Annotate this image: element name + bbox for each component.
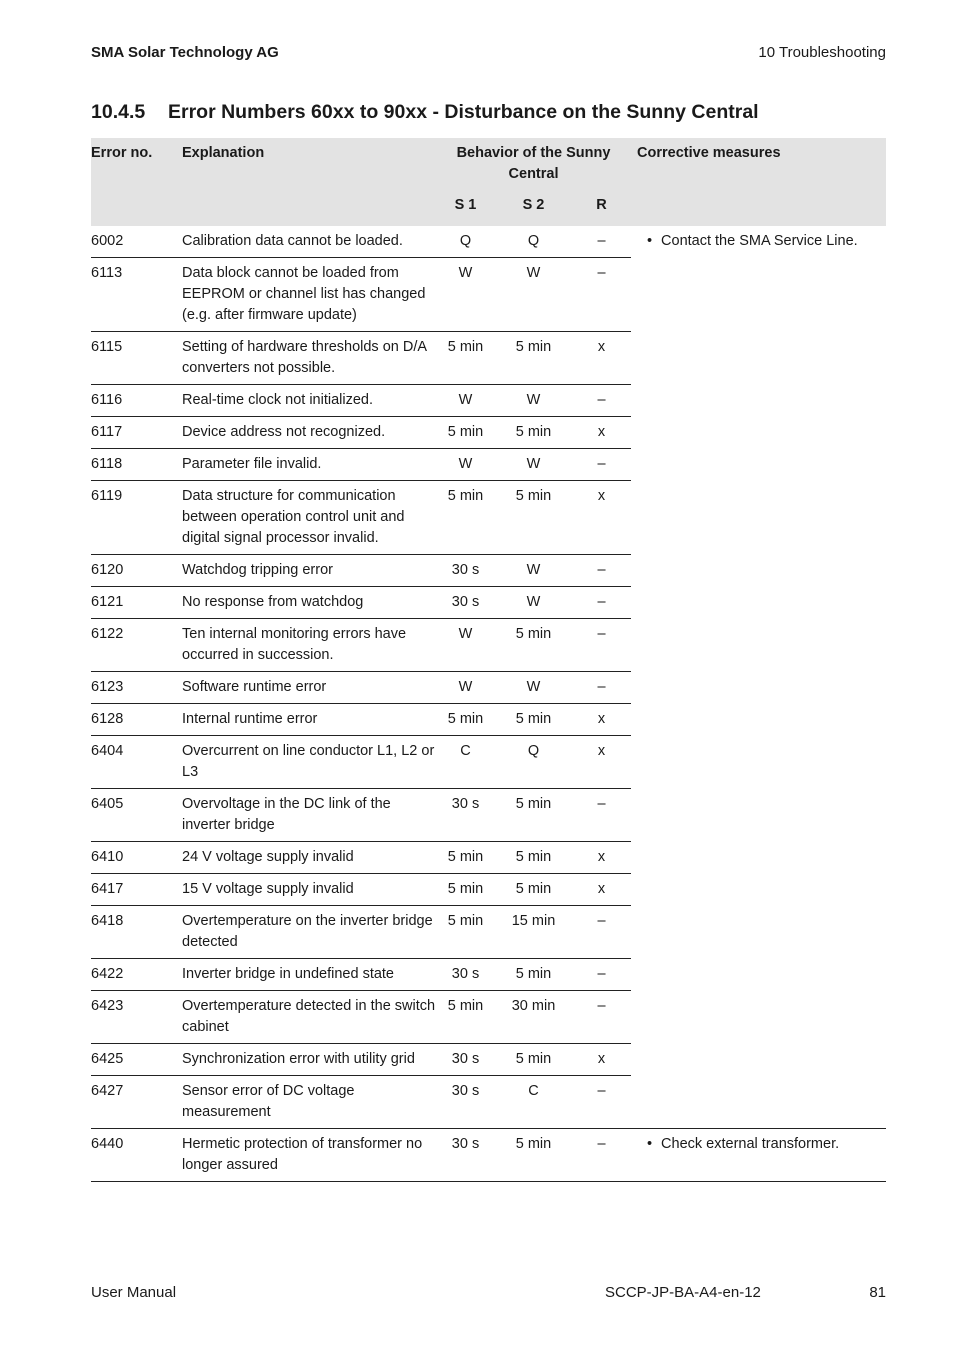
behavior-r: x <box>572 736 631 789</box>
error-explanation: Overtemperature detected in the switch cabinet <box>182 991 436 1044</box>
error-explanation: Software runtime error <box>182 672 436 704</box>
behavior-r: – <box>572 991 631 1044</box>
behavior-s2: 30 min <box>495 991 572 1044</box>
behavior-r: x <box>572 1044 631 1076</box>
error-number: 6002 <box>91 226 182 258</box>
behavior-s1: 5 min <box>436 481 495 555</box>
behavior-s2: 5 min <box>495 874 572 906</box>
behavior-s2: 5 min <box>495 1044 572 1076</box>
section-heading <box>91 101 759 124</box>
table-row <box>91 1129 886 1182</box>
col-header-error-no: Error no. <box>91 138 182 226</box>
behavior-s2: Q <box>495 226 572 258</box>
col-header-r: R <box>572 190 631 226</box>
error-explanation: Data structure for communication between operation control unit and digital signal processor invalid. <box>182 481 436 555</box>
col-header-measures: Corrective measures <box>631 138 886 226</box>
error-number: 6404 <box>91 736 182 789</box>
error-number: 6423 <box>91 991 182 1044</box>
behavior-s2: 5 min <box>495 332 572 385</box>
col-header-behavior: Behavior of the Sunny Central <box>436 138 631 190</box>
behavior-r: x <box>572 704 631 736</box>
behavior-r: – <box>572 587 631 619</box>
error-number: 6113 <box>91 258 182 332</box>
footer-page-number: 81 <box>869 1284 886 1301</box>
behavior-s2: 5 min <box>495 704 572 736</box>
error-table <box>91 138 886 1182</box>
behavior-r: x <box>572 874 631 906</box>
error-explanation: 15 V voltage supply invalid <box>182 874 436 906</box>
behavior-s1: 5 min <box>436 842 495 874</box>
behavior-s1: W <box>436 258 495 332</box>
behavior-s1: W <box>436 672 495 704</box>
header-chapter: 10 Troubleshooting <box>758 44 886 61</box>
error-explanation: Overtemperature on the inverter bridge detected <box>182 906 436 959</box>
error-explanation: Synchronization error with utility grid <box>182 1044 436 1076</box>
error-number: 6418 <box>91 906 182 959</box>
behavior-s1: 5 min <box>436 332 495 385</box>
behavior-r: – <box>572 555 631 587</box>
behavior-r: – <box>572 906 631 959</box>
behavior-s2: 5 min <box>495 1129 572 1182</box>
error-explanation: Hermetic protection of transformer no longer assured <box>182 1129 436 1182</box>
behavior-s2: W <box>495 449 572 481</box>
error-number: 6417 <box>91 874 182 906</box>
error-explanation: Parameter file invalid. <box>182 449 436 481</box>
header-company: SMA Solar Technology AG <box>91 44 279 61</box>
behavior-s1: 5 min <box>436 991 495 1044</box>
error-explanation: Sensor error of DC voltage measurement <box>182 1076 436 1129</box>
behavior-s2: 5 min <box>495 481 572 555</box>
behavior-r: x <box>572 481 631 555</box>
error-explanation: Overcurrent on line conductor L1, L2 or L3 <box>182 736 436 789</box>
behavior-s1: W <box>436 385 495 417</box>
error-number: 6440 <box>91 1129 182 1182</box>
behavior-s1: Q <box>436 226 495 258</box>
behavior-s1: 5 min <box>436 906 495 959</box>
error-number: 6425 <box>91 1044 182 1076</box>
error-explanation: Watchdog tripping error <box>182 555 436 587</box>
measure-item <box>637 1134 886 1155</box>
error-number: 6120 <box>91 555 182 587</box>
col-header-explanation: Explanation <box>182 138 436 226</box>
behavior-s1: 5 min <box>436 704 495 736</box>
behavior-r: – <box>572 672 631 704</box>
behavior-r: – <box>572 1129 631 1182</box>
behavior-s2: C <box>495 1076 572 1129</box>
behavior-s2: 5 min <box>495 842 572 874</box>
error-explanation: No response from watchdog <box>182 587 436 619</box>
error-table-body <box>91 226 886 1182</box>
behavior-r: x <box>572 842 631 874</box>
behavior-s2: W <box>495 258 572 332</box>
behavior-r: – <box>572 1076 631 1129</box>
behavior-r: – <box>572 226 631 258</box>
behavior-s2: Q <box>495 736 572 789</box>
behavior-s2: W <box>495 672 572 704</box>
bullet-icon: • <box>647 233 653 249</box>
behavior-s1: 30 s <box>436 959 495 991</box>
behavior-s2: W <box>495 587 572 619</box>
error-number: 6427 <box>91 1076 182 1129</box>
behavior-r: – <box>572 789 631 842</box>
footer-doc-id: SCCP-JP-BA-A4-en-12 <box>605 1284 761 1301</box>
behavior-s1: 30 s <box>436 555 495 587</box>
behavior-s1: 30 s <box>436 1129 495 1182</box>
error-explanation: Data block cannot be loaded from EEPROM or channel list has changed (e.g. after firmware update) <box>182 258 436 332</box>
error-number: 6119 <box>91 481 182 555</box>
error-number: 6115 <box>91 332 182 385</box>
behavior-s2: 5 min <box>495 619 572 672</box>
error-number: 6117 <box>91 417 182 449</box>
corrective-measure <box>631 1129 886 1182</box>
col-header-s1: S 1 <box>436 190 495 226</box>
behavior-s1: 30 s <box>436 1076 495 1129</box>
measure-text: Contact the SMA Service Line. <box>661 233 858 249</box>
error-explanation: Inverter bridge in undefined state <box>182 959 436 991</box>
error-explanation: 24 V voltage supply invalid <box>182 842 436 874</box>
behavior-s1: 30 s <box>436 587 495 619</box>
behavior-r: – <box>572 619 631 672</box>
behavior-s1: 5 min <box>436 417 495 449</box>
behavior-s1: 30 s <box>436 789 495 842</box>
col-header-s2: S 2 <box>495 190 572 226</box>
footer-manual: User Manual <box>91 1284 177 1301</box>
error-explanation: Overvoltage in the DC link of the inverter bridge <box>182 789 436 842</box>
behavior-s2: W <box>495 385 572 417</box>
behavior-s1: 5 min <box>436 874 495 906</box>
error-number: 6405 <box>91 789 182 842</box>
behavior-r: – <box>572 258 631 332</box>
behavior-s1: 30 s <box>436 1044 495 1076</box>
behavior-r: x <box>572 417 631 449</box>
error-number: 6122 <box>91 619 182 672</box>
behavior-r: – <box>572 449 631 481</box>
error-number: 6118 <box>91 449 182 481</box>
behavior-r: – <box>572 959 631 991</box>
error-explanation: Real-time clock not initialized. <box>182 385 436 417</box>
error-explanation: Calibration data cannot be loaded. <box>182 226 436 258</box>
behavior-r: x <box>572 332 631 385</box>
behavior-r: – <box>572 385 631 417</box>
table-row <box>91 226 886 258</box>
behavior-s2: 5 min <box>495 959 572 991</box>
error-number: 6422 <box>91 959 182 991</box>
behavior-s1: W <box>436 619 495 672</box>
error-explanation: Device address not recognized. <box>182 417 436 449</box>
section-title: Error Numbers 60xx to 90xx - Disturbance on the Sunny Central <box>168 101 759 123</box>
error-number: 6116 <box>91 385 182 417</box>
error-number: 6123 <box>91 672 182 704</box>
error-explanation: Setting of hardware thresholds on D/A converters not possible. <box>182 332 436 385</box>
corrective-measure <box>631 226 886 1129</box>
error-explanation: Internal runtime error <box>182 704 436 736</box>
measure-item <box>637 231 886 252</box>
error-number: 6121 <box>91 587 182 619</box>
error-explanation: Ten internal monitoring errors have occurred in succession. <box>182 619 436 672</box>
error-number: 6128 <box>91 704 182 736</box>
section-number: 10.4.5 <box>91 101 146 123</box>
bullet-icon: • <box>647 1136 653 1152</box>
behavior-s2: 5 min <box>495 789 572 842</box>
behavior-s2: 5 min <box>495 417 572 449</box>
measure-text: Check external transformer. <box>661 1136 840 1152</box>
behavior-s1: W <box>436 449 495 481</box>
error-number: 6410 <box>91 842 182 874</box>
behavior-s1: C <box>436 736 495 789</box>
behavior-s2: 15 min <box>495 906 572 959</box>
behavior-s2: W <box>495 555 572 587</box>
